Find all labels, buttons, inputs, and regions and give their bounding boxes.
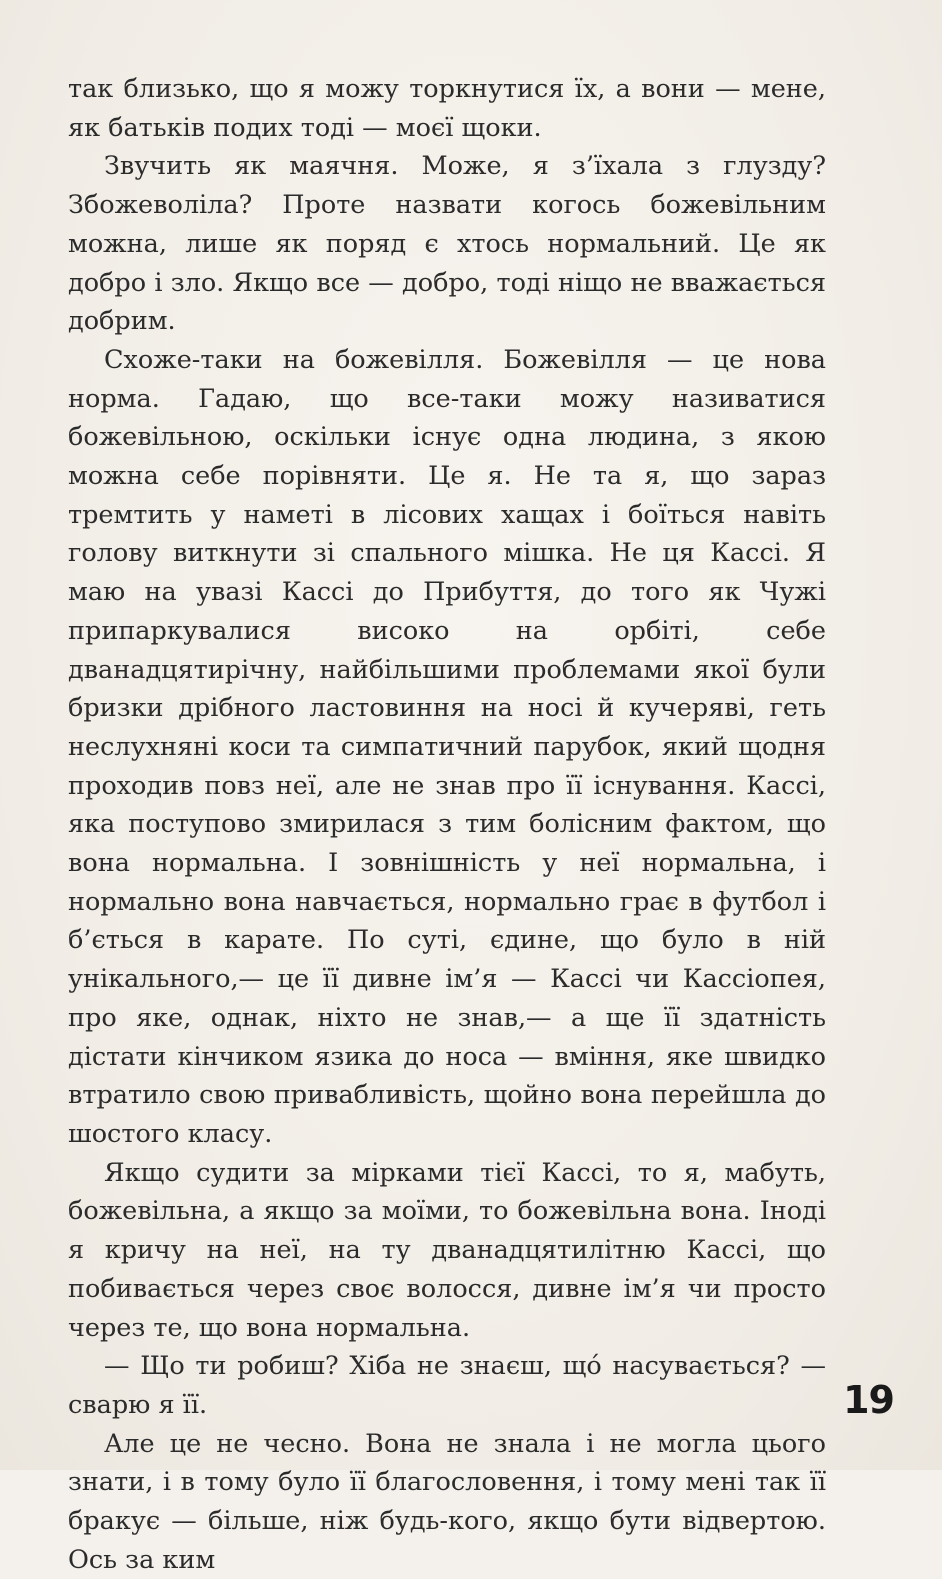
paragraph-5: — Що ти робиш? Хіба не знаєш, щó насувається? — сварю я її.	[68, 1351, 826, 1420]
paragraph-2: Звучить як маячня. Може, я з’їхала з глузду? Збожеволіла? Проте назвати когось божевільним можна, лише як поряд є хтось нормальний. Це як добро і зло. Якщо все — добро, тоді ніщо не вважається добрим.	[68, 151, 826, 337]
body-text	[68, 70, 826, 1579]
paragraph-6: Але це не чесно. Вона не знала і не могла цього знати, і в тому було її благословення, і тому мені так її бракує — більше, ніж будь-кого, якщо бути відвертою. Ось за ким	[68, 1428, 826, 1575]
page-number: 19	[843, 1378, 894, 1422]
paragraph-4: Якщо судити за мірками тієї Кассі, то я, мабуть, божевільна, а якщо за моїми, то божевільна вона. Іноді я кричу на неї, на ту дванадцятилітню Кассі, що побивається через своє волосся, дивне ім’я чи просто через те, що вона нормальна.	[68, 1157, 826, 1343]
paragraph-1: так близько, що я можу торкнутися їх, а вони — мене, як батьків подих тоді — моєї щоки.	[68, 74, 826, 143]
paragraph-3: Схоже-таки на божевілля. Божевілля — це нова норма. Гадаю, що все-таки можу називатися божевільною, оскільки існує одна людина, з якою можна себе порівняти. Це я. Не та я, що зараз тремтить у наметі в лісових хащах і боїться навіть голову виткнути зі спального мішка. Не ця Кассі. Я маю на увазі Кассі до Прибуття, до того як Чужі припаркувалися високо на орбіті, себе дванадцятирічну, найбільшими проблемами якої були бризки дрібного ластовиння на носі й кучеряві, геть неслухняні коси та симпатичний парубок, який щодня проходив повз неї, але не знав про її існування. Кассі, яка поступово змирилася з тим болісним фактом, що вона нормальна. І зовнішність у неї нормальна, і нормально вона навчається, нормально грає в футбол і б’ється в карате. По суті, єдине, що було в ній унікального,— це її дивне ім’я — Кассі чи Кассіопея, про яке, однак, ніхто не знав,— а ще її здатність дістати кінчиком язика до носа — вміння, яке швидко втратило свою привабливість, щойно вона перейшла до шостого класу.	[68, 344, 826, 1149]
